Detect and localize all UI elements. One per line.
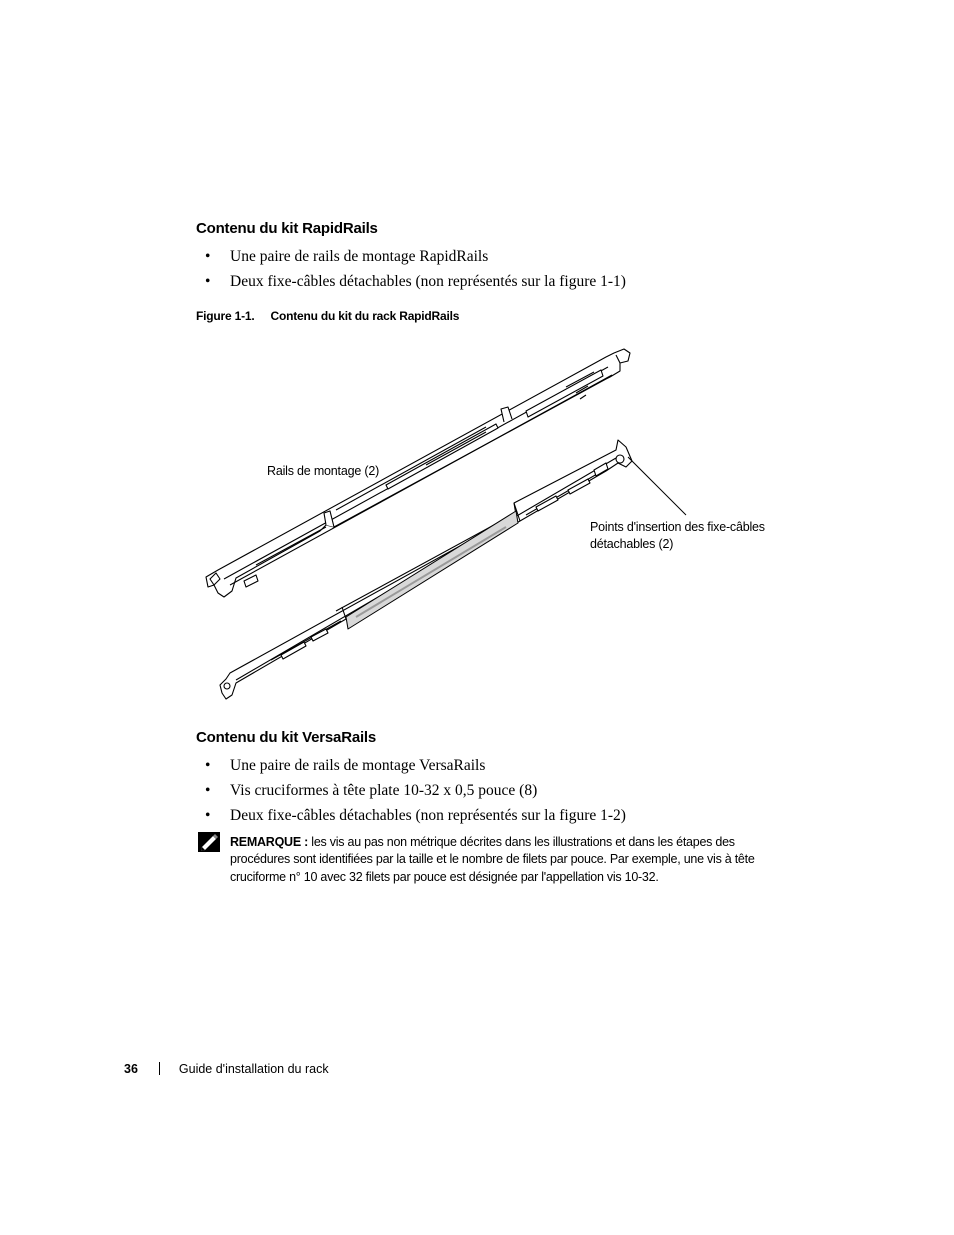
list-item: • Deux fixe-câbles détachables (non représentés sur la figure 1-2) xyxy=(205,807,626,824)
callout-line: détachables (2) xyxy=(590,537,674,551)
callout-mounting-rails: Rails de montage (2) xyxy=(267,464,380,478)
page-footer xyxy=(124,1062,329,1076)
rapidrails-kit-list xyxy=(205,247,626,297)
figure-number: Figure 1-1. xyxy=(196,309,255,323)
list-item-text: Une paire de rails de montage RapidRails xyxy=(230,248,489,265)
section-heading-versarails: Contenu du kit VersaRails xyxy=(196,729,377,746)
list-item: • Deux fixe-câbles détachables (non représentés sur la figure 1-1) xyxy=(205,273,626,290)
list-item-text: Vis cruciformes à tête plate 10-32 x 0,5 pouce (8) xyxy=(230,782,538,799)
figure-caption xyxy=(196,309,459,323)
callout-line: Points d'insertion des fixe-câbles xyxy=(590,520,765,534)
list-item: • Une paire de rails de montage VersaRails xyxy=(205,757,486,774)
guide-title: Guide d'installation du rack xyxy=(178,1062,329,1076)
note-text: les vis au pas non métrique décrites dans les illustrations et dans les étapes des procédures sont identifiées par la taille et le nombre de filets par pouce. Par exemple, une vis à tête cruciforme n° 10 avec 32 filets par pouce est désignée par l'appellation vis 10-32. xyxy=(230,835,755,884)
callout-leader-line xyxy=(628,457,686,515)
list-item: • Vis cruciformes à tête plate 10-32 x 0,5 pouce (8) xyxy=(205,782,538,799)
note-remarque xyxy=(230,834,795,886)
page-number: 36 xyxy=(124,1062,138,1076)
note-label: REMARQUE : xyxy=(230,835,309,849)
footer-separator xyxy=(159,1062,160,1075)
versarails-kit-list xyxy=(205,756,626,831)
list-item-text: Deux fixe-câbles détachables (non représentés sur la figure 1-2) xyxy=(230,807,626,824)
list-item-text: Deux fixe-câbles détachables (non représentés sur la figure 1-1) xyxy=(230,273,626,290)
list-item: • Une paire de rails de montage RapidRails xyxy=(205,248,489,265)
figure-title: Contenu du kit du rack RapidRails xyxy=(270,309,460,323)
list-item-text: Une paire de rails de montage VersaRails xyxy=(230,757,486,774)
pencil-note-icon xyxy=(198,832,220,852)
section-heading-rapidrails: Contenu du kit RapidRails xyxy=(196,220,378,237)
callout-insertion-points xyxy=(590,519,765,553)
